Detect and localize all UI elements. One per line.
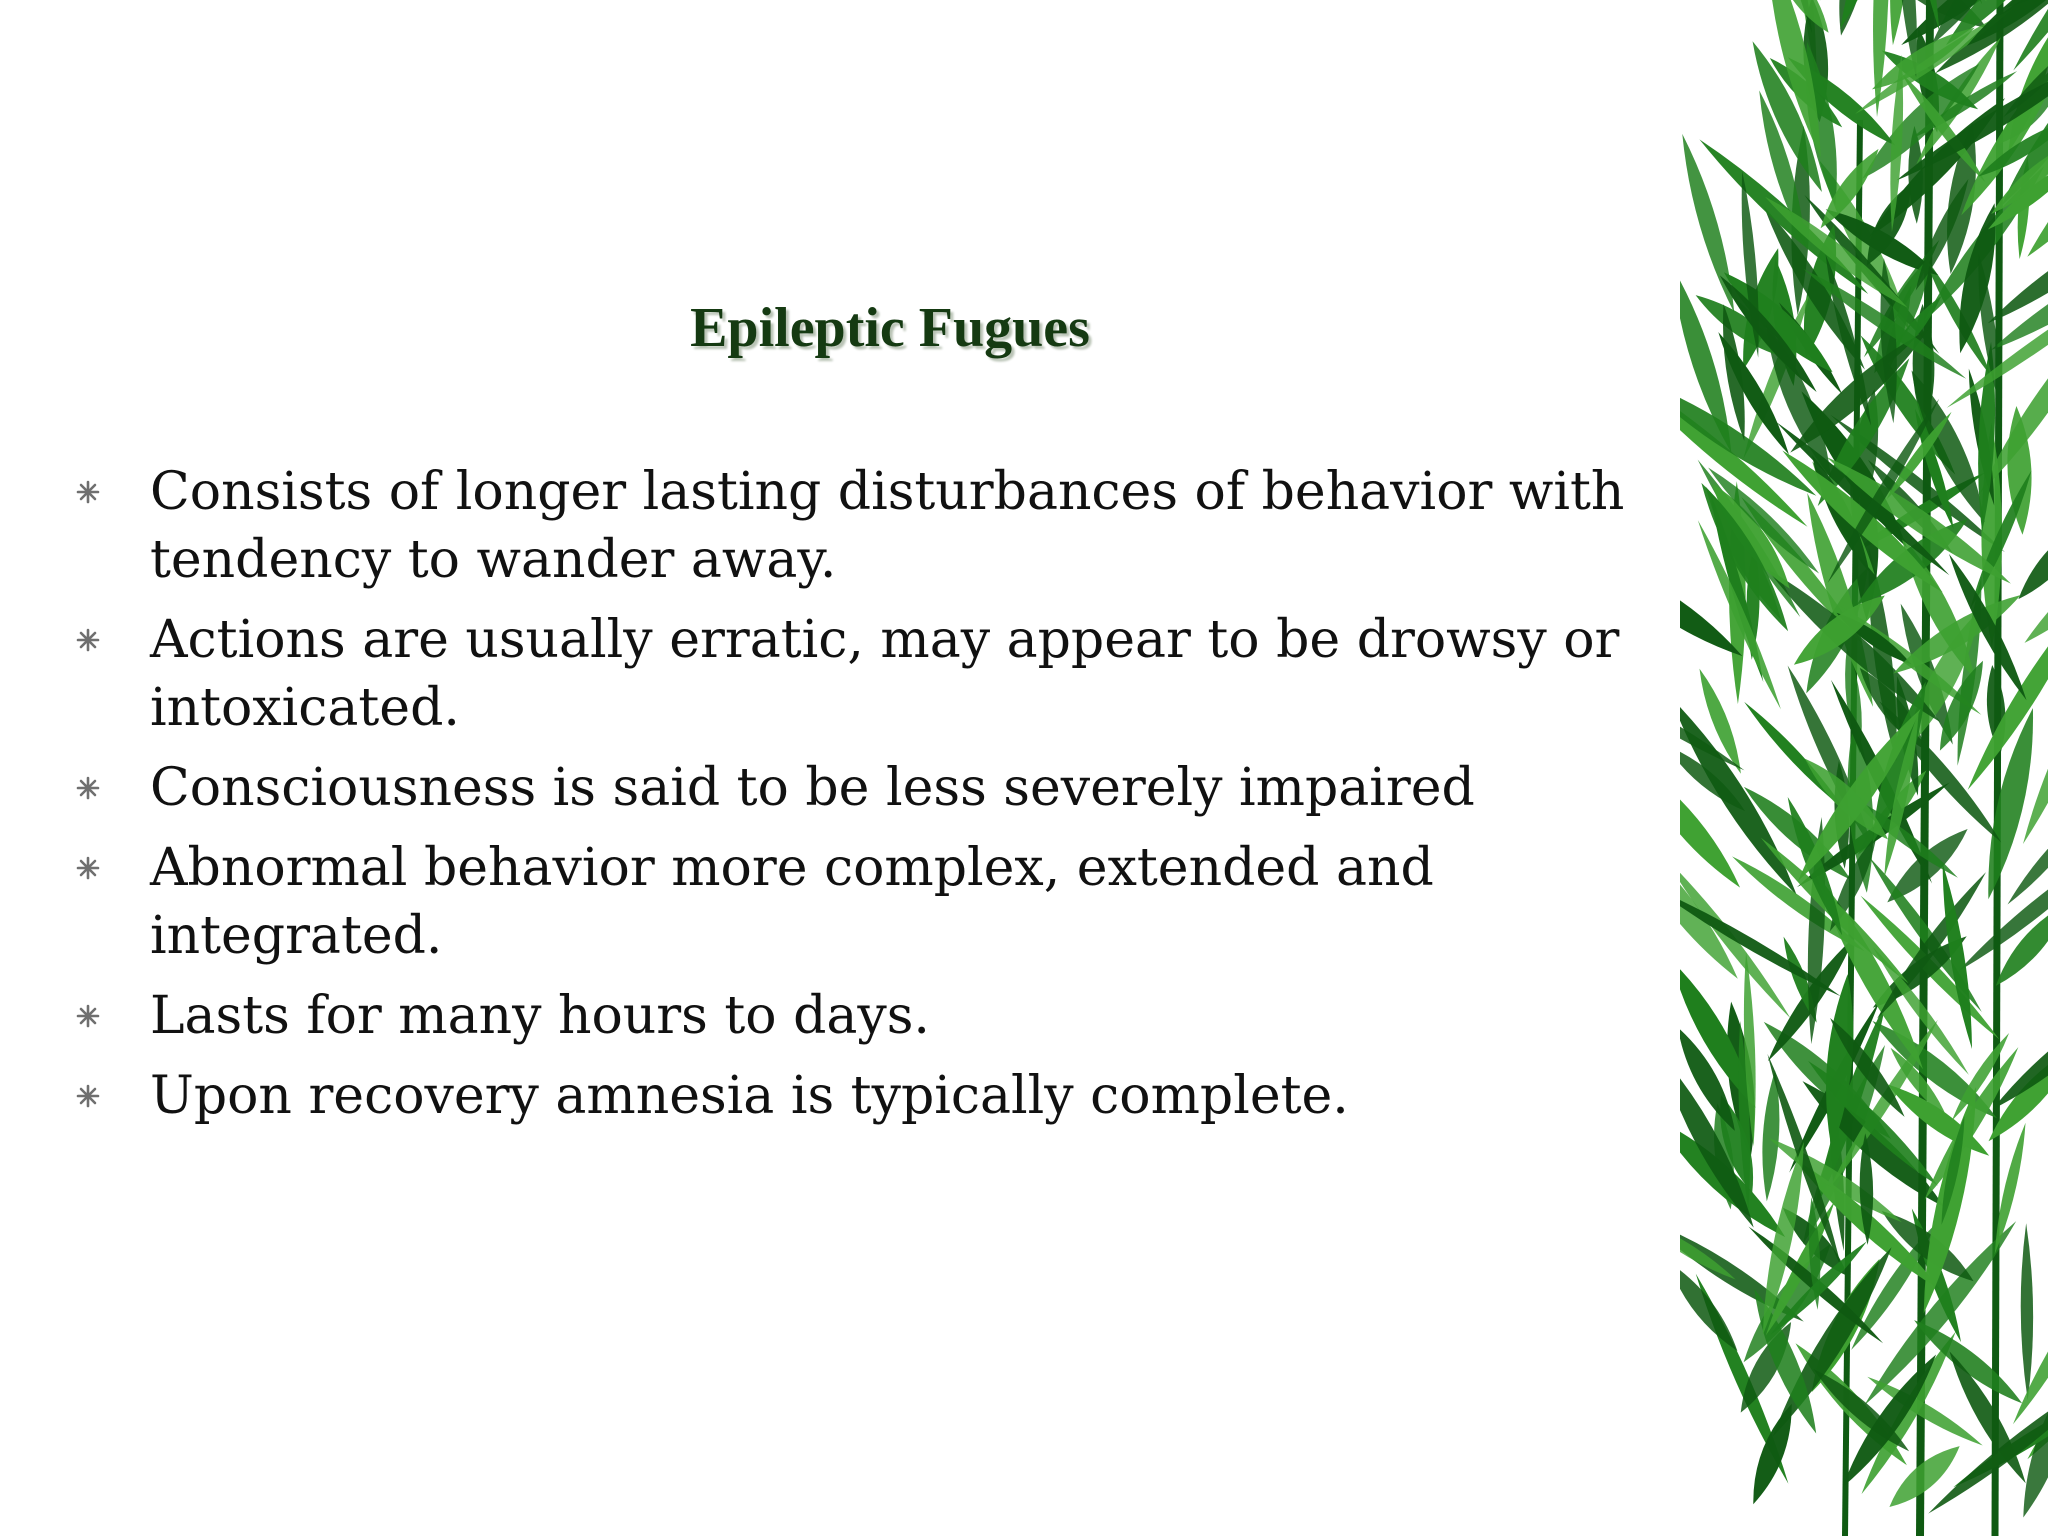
bullet-text: Upon recovery amnesia is typically complete.: [150, 1066, 1349, 1126]
bamboo-leaf: [2010, 511, 2048, 606]
bullet-text: Consists of longer lasting disturbances of behavior with tendency to wander away.: [150, 462, 1625, 590]
bullet-text: Abnormal behavior more complex, extended and integrated.: [150, 838, 1434, 966]
bullet-text: Actions are usually erratic, may appear to be drowsy or intoxicated.: [150, 610, 1620, 738]
bullet-item: [70, 458, 1630, 594]
bamboo-leaves-icon: [1680, 0, 2048, 1536]
bullet-item: [70, 834, 1630, 970]
bullet-text: Lasts for many hours to days.: [150, 986, 930, 1046]
bullet-item: [70, 1062, 1630, 1130]
bullet-text: Consciousness is said to be less severely impaired: [150, 758, 1475, 818]
asterisk-star-icon: [76, 1084, 100, 1108]
bullet-item: [70, 982, 1630, 1050]
asterisk-star-icon: [76, 776, 100, 800]
slide-title: Epileptic Fugues: [690, 297, 1090, 359]
asterisk-star-icon: [76, 480, 100, 504]
bullet-list: [70, 458, 1630, 1142]
bullet-item: [70, 754, 1630, 822]
asterisk-star-icon: [76, 856, 100, 880]
asterisk-star-icon: [76, 1004, 100, 1028]
bamboo-leaf: [2020, 1223, 2034, 1400]
asterisk-star-icon: [76, 628, 100, 652]
bullet-item: [70, 606, 1630, 742]
